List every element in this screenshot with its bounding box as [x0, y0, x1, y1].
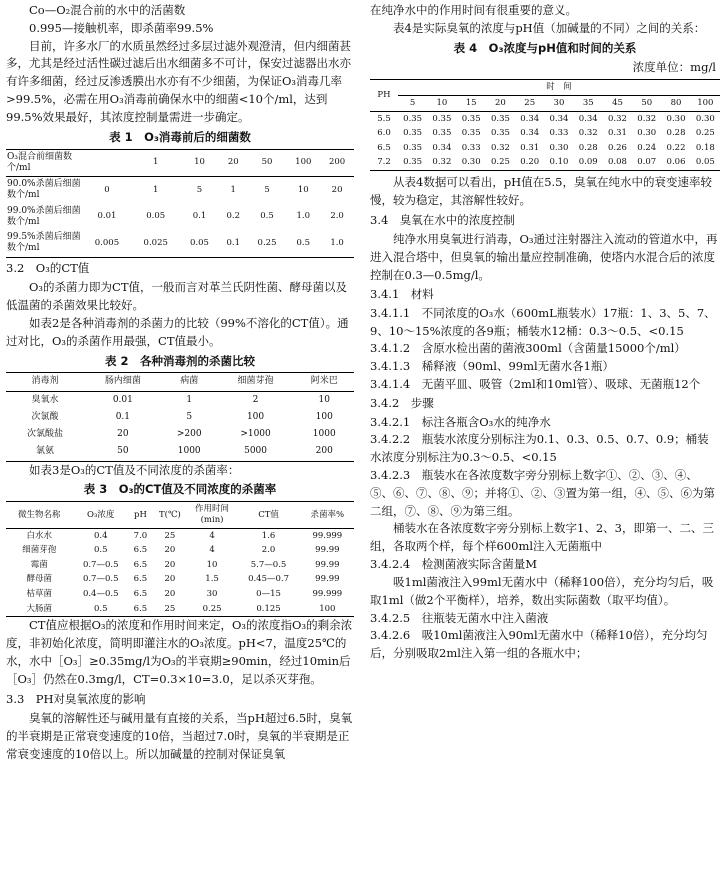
table-cell: 20 [164, 589, 176, 599]
table-cell: 0.31 [520, 142, 540, 153]
table-cell: 0.25 [695, 128, 715, 139]
table-cell: 20 [164, 574, 176, 585]
table-3-caption: 表 3 O₃的CT值及不同浓度的杀菌率 [83, 482, 277, 497]
table-cell: 99.99 [315, 559, 340, 570]
table-header-cell [83, 149, 132, 177]
table-3 [6, 501, 354, 617]
table-cell: 0.30 [549, 142, 569, 153]
table-cell: 0.1 [192, 211, 207, 222]
table-cell: 0.4—0.5 [82, 589, 119, 599]
table-cell: 0.34 [520, 113, 540, 124]
paragraph: CT值应根据O₃的浓度和作用时间来定，O₃的浓度指O₃的剩余浓度，非初始化浓度，简明即灌注水的O₃浓度。pH<7，温度25℃的水，水中［O₃］≥0.35mg/l为O₃的半衰期≥90min，经过10min后［O₃］仍然在0.3mg/l，CT=0.3×10=3.0，足以杀灭芽孢。 [6, 618, 353, 686]
table-cell: 6.5 [133, 574, 148, 585]
table-cell: 20 [164, 545, 176, 556]
table-cell: 1.6 [261, 530, 276, 541]
table-header-cell: 200 [320, 149, 354, 177]
table-cell: 0.01 [97, 211, 117, 222]
table-row [6, 502, 354, 528]
table-cell: 1000 [312, 429, 336, 440]
table-1 [6, 149, 354, 258]
table-4-caption: 表 4 O₃浓度与pH值和时间的关系 [453, 40, 637, 55]
table-cell: 0.05 [190, 237, 209, 248]
table-cell: 1 [230, 184, 236, 195]
table-cell: 6.5 [133, 589, 148, 599]
table-cell: 5.7—0.5 [250, 559, 287, 570]
table-header-cell: 20 [486, 95, 515, 111]
table-cell: 0.35 [403, 128, 423, 139]
table-cell: 0.1 [115, 411, 131, 422]
table-cell: 氯氨 [35, 446, 54, 457]
paragraph: 如表3是O₃的CT值及不同浓度的杀菌率： [29, 462, 240, 477]
table-cell: 99.5%杀菌后细菌数个/ml [7, 232, 81, 254]
table-row [6, 572, 354, 587]
table-cell: 0.35 [490, 113, 510, 124]
table-cell: 6.5 [377, 142, 391, 153]
table-cell: 0.07 [637, 157, 657, 168]
table-cell: 30 [206, 589, 218, 599]
table-cell: >200 [176, 429, 202, 440]
table-header-cell: 作用时间(min) [188, 502, 237, 528]
paragraph: 3.4.2.4 检测菌液实际含菌量M [370, 557, 538, 572]
table-cell: 100 [319, 603, 336, 614]
table-cell: 0.35 [461, 113, 481, 124]
table-cell: 5 [264, 184, 270, 195]
table-cell: 25 [164, 530, 176, 541]
table-cell: 0.01 [112, 394, 133, 405]
table-header-cell: 10 [180, 149, 219, 177]
table-header-cell: O₃混合前细菌数个/ml [6, 149, 83, 177]
table-row [6, 177, 354, 204]
table-cell: 0.28 [578, 142, 598, 153]
table-header-cell: PH [370, 80, 398, 111]
table-cell: 0.35 [490, 128, 510, 139]
paragraph-continued: 在纯净水中的作用时间有很重要的意义。 [370, 3, 577, 17]
table-cell: 99.0%杀菌后细菌数个/ml [7, 205, 81, 227]
table-header-cell: 肠内细菌 [84, 373, 162, 391]
paragraph: O₃的杀菌力即为CT值，一般而言对革兰氏阴性菌、酵母菌以及低温菌的杀菌效果比较好。 [6, 280, 348, 313]
table-cell: 10 [297, 184, 309, 195]
table-cell: 1.5 [205, 574, 219, 585]
table-cell: 0.5 [93, 603, 108, 614]
table-cell: 100 [246, 411, 265, 422]
paragraph: 3.4.1.4 无菌平皿、吸管（2ml和10ml管）、吸球、无菌瓶12个 [370, 376, 701, 391]
table-cell: 5 [196, 184, 203, 195]
table-cell: 0.025 [143, 237, 168, 248]
table-cell: 0.08 [608, 157, 627, 168]
table-row [6, 204, 354, 231]
table-4-unit: 浓度单位：mg/l [632, 60, 716, 75]
table-cell: 2 [252, 394, 259, 405]
table-cell: 0.7—0.5 [82, 574, 119, 585]
table-header-cell: 100 [286, 149, 320, 177]
table-cell: 20 [164, 559, 176, 570]
table-cell: 0.18 [695, 142, 715, 153]
table-header-cell: T(℃) [152, 502, 188, 528]
table-cell: 4 [209, 530, 215, 541]
table-cell: 0.35 [461, 128, 481, 139]
table-header-cell: O₃浓度 [73, 502, 129, 528]
table-cell: 0.22 [666, 142, 686, 153]
table-cell: 5000 [244, 446, 267, 457]
table-row [6, 149, 354, 177]
paragraph: 桶装水在各浓度数字旁分别标上数字1、2、3，即第一、二、三组，各取两个样，每个样600ml注入无菌瓶中 [370, 521, 714, 554]
table-cell: 4 [209, 545, 215, 556]
table-header-cell: 45 [603, 95, 632, 111]
table-cell: 99.999 [312, 530, 343, 541]
table-cell: 0.25 [490, 157, 510, 168]
table-cell: 0.30 [695, 113, 715, 124]
table-header-cell: 50 [632, 95, 661, 111]
formula-note-1: Co—O₂混合前的水中的活菌数 [29, 3, 186, 17]
table-cell: 0.2 [226, 211, 241, 222]
table-cell: 0.45—0.7 [248, 574, 290, 585]
table-cell: 7.0 [133, 530, 148, 541]
table-header-cell: 35 [574, 95, 603, 111]
table-row [370, 141, 720, 156]
table-cell: 0 [104, 184, 110, 195]
table-row [6, 602, 354, 617]
table-cell: 99.999 [312, 589, 343, 599]
table-cell: 0.30 [666, 113, 686, 124]
table-header-cell: 细菌芽孢 [217, 373, 295, 391]
table-header-cell: 25 [515, 95, 544, 111]
table-header-cell: 50 [248, 149, 287, 177]
table-cell: 0.35 [403, 142, 423, 153]
table-header-cell: CT值 [236, 502, 300, 528]
table-header-cell: 杀菌率% [301, 502, 354, 528]
table-cell: 99.99 [315, 545, 340, 556]
table-header-cell: 微生物名称 [6, 502, 73, 528]
table-header-cell: 病菌 [162, 373, 217, 391]
table-cell: 0.25 [257, 237, 277, 248]
table-cell: 2.0 [330, 211, 344, 222]
table-cell: 2.0 [261, 545, 276, 556]
table-header-cell: 时 间 [398, 80, 720, 96]
paragraph: 3.4.1.2 含原水检出菌的菌液300ml（含菌量15000个/ml） [370, 341, 686, 356]
table-header-cell: 15 [457, 95, 486, 111]
table-cell: 0.5 [296, 237, 311, 248]
table-cell: 20 [331, 184, 343, 195]
table-row [370, 80, 720, 96]
table-cell: 0.34 [520, 128, 540, 139]
table-cell: 1 [186, 394, 193, 405]
right-column [370, 2, 720, 663]
table-cell: 0.32 [608, 113, 627, 124]
table-cell: 0.26 [608, 142, 627, 153]
paragraph: 表4是实际臭氧的浓度与pH值（加碱量的不同）之间的关系： [393, 20, 706, 35]
table-row [6, 373, 354, 391]
table-cell: 1000 [177, 446, 201, 457]
table-cell: 0.34 [578, 113, 598, 124]
table-cell: 霉菌 [30, 559, 48, 570]
table-cell: >1000 [240, 429, 271, 440]
table-row [6, 558, 354, 573]
table-header-cell: 5 [398, 95, 427, 111]
table-cell: 90.0%杀菌后细菌数个/ml [7, 179, 81, 201]
section-heading-3-2: 3.2 O₃的CT值 [6, 260, 90, 275]
table-cell: 大肠菌 [26, 603, 53, 614]
table-1-caption: 表 1 O₃消毒前后的细菌数 [109, 129, 251, 144]
table-cell: 0.34 [549, 113, 569, 124]
table-cell: 6.5 [133, 603, 148, 614]
paragraph: 纯净水用臭氧进行消毒，O₃通过注射器注入流动的管道水中，再进入混合塔中，但臭氧的输出量应控制准确，使塔内水混合后的浓度控制在0.3—0.5mg/l。 [370, 232, 718, 283]
table-cell: 次氯酸盐 [26, 429, 63, 440]
paragraph: 3.4.2.2 瓶装水浓度分别标注为0.1、0.3、0.5、0.7、0.9；桶装水浓度分别标注为0.3～0.5、<0.15 [370, 432, 709, 465]
table-cell: 0.20 [520, 157, 540, 168]
paragraph: 3.4.1.1 不同浓度的O₃水（600mL瓶装水）17瓶：1、3、5、7、9、10～15%浓度的各9瓶；桶装水12桶：0.3～0.5、<0.15 [370, 305, 716, 338]
table-header-cell: 消毒剂 [6, 373, 84, 391]
table-cell: 臭氧水 [31, 394, 59, 405]
table-row [370, 95, 720, 111]
table-cell: 0.05 [146, 211, 166, 222]
paragraph: 3.4.2.1 标注各瓶含O₃水的纯净水 [370, 414, 551, 429]
paragraph: 从表4数据可以看出，pH值在5.5，臭氧在纯水中的衰变速率较慢，较为稳定，其溶解性较好。 [370, 175, 712, 207]
table-cell: 0.32 [432, 157, 452, 168]
table-cell: 1 [153, 184, 159, 195]
table-cell: 0.4 [93, 530, 108, 541]
table-cell: 0—15 [256, 589, 281, 599]
table-header-cell: 阿米巴 [295, 373, 355, 391]
table-row [6, 426, 354, 443]
table-header-cell: 1 [131, 149, 180, 177]
table-header-cell: 10 [427, 95, 456, 111]
paragraph: 3.4.2.3 瓶装水在各浓度数字旁分别标上数字①、②、③、④、⑤、⑥、⑦、⑧、⑨；并将①、②、③置为第一组，④、⑤、⑥为第二组，⑦、⑧、⑨为第三组。 [370, 468, 715, 518]
paragraph: 臭氧的溶解性还与碱用量有直接的关系，当pH超过6.5时，臭氧的半衰期是正常衰变速度的10倍，当超过7.0时，臭氧的半衰期是正常衰变速度的10倍以上。所以加碱量的控制对保证臭氧 [6, 711, 353, 761]
paragraph: 如表2是各种消毒剂的杀菌力的比较（99%不溶化的CT值）。通过对比，O₃的杀菌作用最强，CT值最小。 [6, 315, 349, 348]
table-cell: 10 [206, 559, 218, 570]
table-cell: 0.30 [637, 128, 657, 139]
table-cell: 0.35 [403, 113, 423, 124]
table-cell: 0.35 [432, 128, 452, 139]
table-cell: 0.1 [226, 237, 241, 248]
table-row [370, 126, 720, 141]
table-cell: 0.35 [432, 113, 452, 124]
table-cell: 7.2 [377, 157, 391, 168]
table-row [6, 409, 354, 426]
section-heading-3-4: 3.4 臭氧在水中的浓度控制 [370, 212, 515, 227]
paragraph: 3.4.1.3 稀释液（90ml、99ml无菌水各1瓶） [370, 359, 614, 374]
table-cell: 6.5 [133, 559, 148, 570]
table-cell: 0.5 [260, 211, 274, 222]
table-header-cell: 100 [691, 95, 720, 111]
table-2 [6, 372, 354, 461]
table-cell: 1.0 [296, 211, 311, 222]
table-cell: 5 [186, 411, 193, 422]
table-4 [370, 79, 720, 171]
table-header-cell: pH [129, 502, 152, 528]
table-cell: 0.05 [695, 157, 715, 168]
table-cell: 200 [315, 446, 333, 457]
table-cell: 0.09 [578, 157, 598, 168]
table-cell: 6.5 [133, 545, 148, 556]
paragraph: 3.4.2.6 吸10ml菌液注入90ml无菌水中（稀释10倍），充分均匀后，分别吸取2ml注入第一组的各瓶水中； [370, 628, 708, 661]
table-cell: 次氯酸 [31, 411, 59, 422]
paragraph: 目前，许多水厂的水质虽然经过多层过滤外观澄清，但内细菌甚多，尤其是经过活性碳过滤后出水细菌多不可计，保安过滤器出水亦有许多细菌，经过反渗透膜出水亦有不少细菌，为保证O₃消毒几率>99.5%，必需在用O₃消毒前确保水中的细菌<10个/ml，达到99.5%效果最好，其浓度控制量需进一步确定。 [6, 38, 351, 124]
table-cell: 0.30 [461, 157, 481, 168]
table-row [6, 543, 354, 558]
table-cell: 0.28 [666, 128, 686, 139]
table-row [6, 391, 354, 409]
table-header-cell: 20 [219, 149, 248, 177]
table-cell: 99.99 [315, 574, 340, 585]
table-row [6, 528, 354, 543]
table-cell: 0.32 [578, 128, 598, 139]
table-cell: 100 [315, 411, 333, 422]
table-header-cell: 80 [661, 95, 690, 111]
table-row [370, 155, 720, 170]
table-cell: 酵母菌 [26, 574, 53, 585]
table-cell: 0.31 [608, 128, 627, 139]
table-cell: 0.35 [403, 157, 423, 168]
table-cell: 1.0 [330, 237, 344, 248]
table-cell: 白水水 [26, 530, 53, 541]
table-cell: 0.5 [93, 545, 108, 556]
table-cell: 50 [117, 446, 129, 457]
paragraph: 吸1ml菌液注入99ml无菌水中（稀释100倍），充分均匀后，吸取1ml（做2个平衡样），培养，数出实际菌数（取平均值）。 [370, 574, 714, 607]
table-cell: 0.125 [256, 603, 281, 614]
table-cell: 枯草菌 [26, 589, 53, 599]
table-row [6, 443, 354, 461]
table-cell: 0.32 [637, 113, 657, 124]
table-cell: 10 [318, 394, 330, 405]
table-cell: 0.005 [94, 237, 120, 248]
table-cell: 0.34 [432, 142, 452, 153]
table-header-cell: 30 [544, 95, 573, 111]
table-row [6, 230, 354, 257]
table-2-caption: 表 2 各种消毒剂的杀菌比较 [104, 353, 255, 368]
table-cell: 0.32 [490, 142, 510, 153]
formula-note-2: 0.995—接触机率，即杀菌率99.5% [29, 20, 214, 35]
section-heading-3-4-1: 3.4.1 材料 [370, 286, 434, 301]
table-cell: 0.25 [202, 603, 222, 614]
table-cell: 0.33 [549, 128, 569, 139]
table-cell: 0.24 [637, 142, 657, 153]
table-cell: 20 [117, 429, 129, 440]
section-heading-3-3: 3.3 PH对臭氧浓度的影响 [6, 691, 146, 706]
table-cell: 25 [164, 603, 176, 614]
table-cell: 6.0 [377, 128, 391, 139]
left-column [6, 2, 354, 764]
table-cell: 5.5 [377, 113, 391, 124]
paragraph: 3.4.2.5 往瓶装无菌水中注入菌液 [370, 610, 549, 625]
table-row [6, 587, 354, 602]
section-heading-3-4-2: 3.4.2 步骤 [370, 395, 434, 410]
table-cell: 0.10 [549, 157, 569, 168]
table-cell: 0.7—0.5 [82, 559, 119, 570]
table-row [370, 111, 720, 126]
table-cell: 0.33 [461, 142, 481, 153]
table-cell: 细菌芽孢 [22, 545, 57, 556]
table-cell: 0.06 [666, 157, 686, 168]
